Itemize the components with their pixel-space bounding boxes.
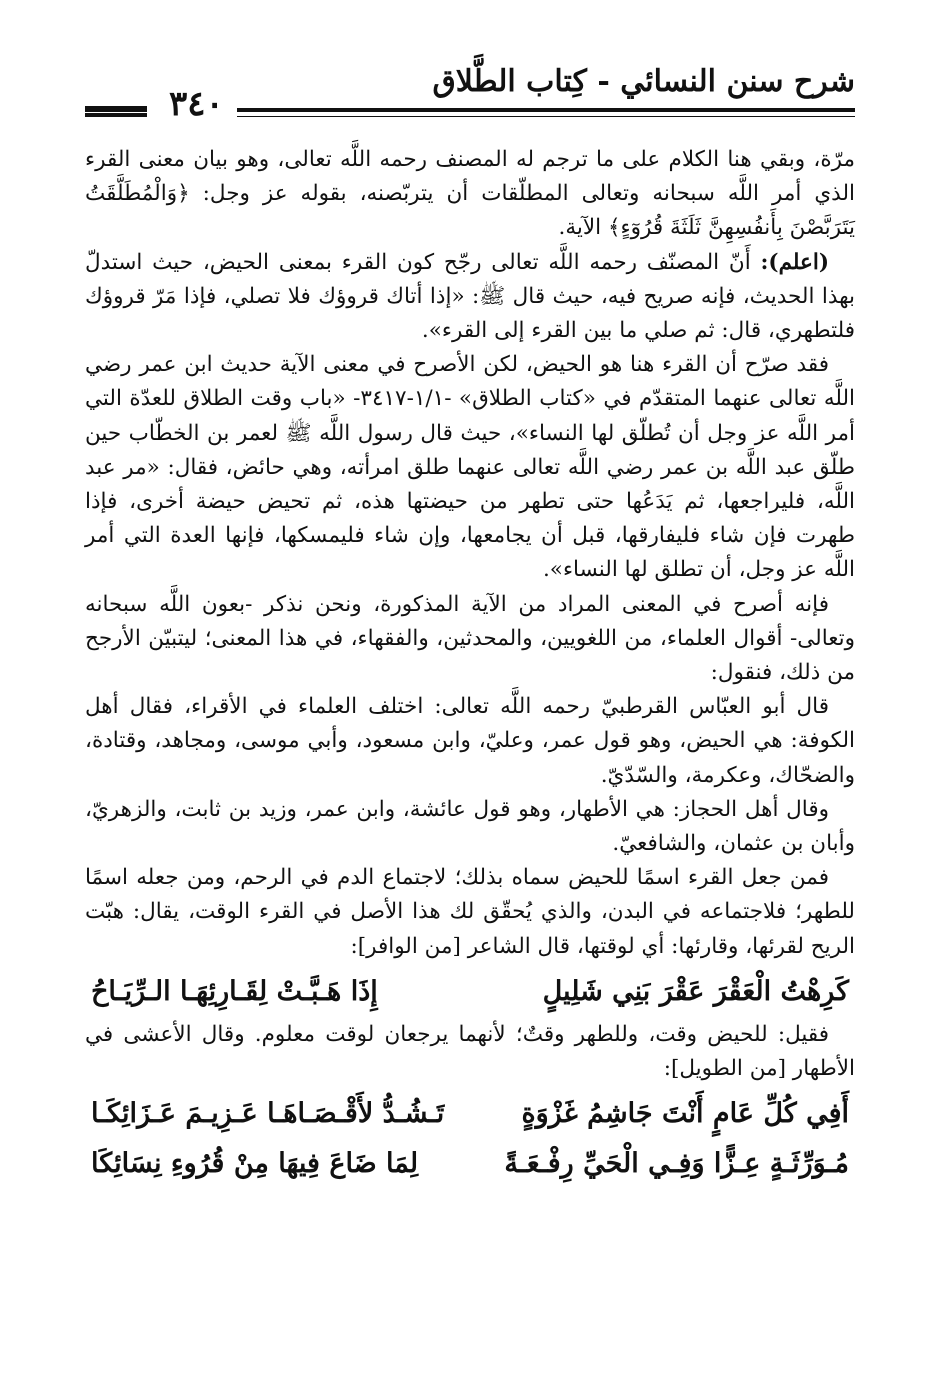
paragraph-7: فمن جعل القرء اسمًا للحيض سماه بذلك؛ لاجتماع الدم في الرحم، ومن جعله اسمًا للطهر؛ فلاجتماعه في البدن، والذي يُحقّق لك هذا الأصل في القرء الوقت، يقال: هبّت الريح لقرئها، وقارئها: أي لوقتها، قال الشاعر [من الوافر]: [85,865,855,959]
verse-1 [85,970,855,1014]
page-header [85,62,855,122]
paragraph-4: فإنه أصرح في المعنى المراد من الآية المذكورة، ونحن نذكر -بعون اللَّه سبحانه وتعالى- أقوال العلماء، من اللغويين، والمحدثين، والفقهاء، في هذا المعنى؛ ليتبيّن الأرجح من ذلك، فنقول: [85,591,855,686]
verse-3-first-hemistich: مُـوَرِّثَـةٍ عِـزًّا وَفِـي الْحَيِّ رِفْـعَـةً [504,1148,849,1180]
paragraph-2-lead: (اعلم): [760,249,829,275]
running-title: شرح سنن النسائي - كِتاب الطَّلاق [432,64,855,99]
verse-3-second-hemistich: لِمَا ضَاعَ فِيهَا مِنْ قُرُوءِ نِسَائِكَا [91,1148,419,1180]
paragraph-6: وقال أهل الحجاز: هي الأطهار، وهو قول عائشة، وابن عمر، وزيد بن ثابت، والزهريّ، وأبان بن عثمان، والشافعيّ. [85,796,855,857]
paragraph-3: فقد صرّح أن القرء هنا هو الحيض، لكن الأصرح في معنى الآية حديث ابن عمر رضي اللَّه تعالى عنهما المتقدّم في «كتاب الطلاق» -١/١-٣٤١٧- «باب وقت الطلاق للعدّة التي أمر اللَّه عز وجل أن تُطلّق لها النساء»، حيث قال رسول اللَّه ﷺ لعمر بن الخطّاب حين طلّق عبد اللَّه بن عمر رضي اللَّه تعالى عنهما طلق امرأته، وهي حائض، فقال: «مر عبد اللَّه، فليراجعها، ثم يَدَعُها حتى تطهر من حيضتها هذه، ثم تحيض حيضة أخرى، فإذا طهرت فإن شاء فليفارقها، قبل أن يجامعها، وإن شاء فليمسكها، فإنها العدة التي أمر اللَّه عز وجل، أن تطلق لها النساء». [85,352,855,583]
verse-2 [85,1092,855,1136]
paragraph-1: مرّة، وبقي هنا الكلام على ما ترجم له المصنف رحمه اللَّه تعالى، وهو بيان معنى القرء الذي أمر اللَّه سبحانه وتعالى المطلّقات أن يتربّصنه، بقوله عز وجل: ﴿وَالْمُطَلَّقَتُ يَتَرَبَّصْنَ بِأَنفُسِهِنَّ ثَلَثَةَ قُرُوٓءٍ﴾ الآية. [85,147,855,241]
verse-2-second-hemistich: تَـشُـدُّ لأَقْـصَـاهَـا عَـزِيـمَ عَـزَائِكَـا [91,1098,445,1130]
verse-3 [85,1142,855,1186]
verse-1-first-hemistich: كَرِهْتُ الْعَقْرَ عَقْرَ بَنِي شَلِيلٍ [542,975,849,1007]
verse-1-second-hemistich: إِذَا هَـبَّـتْ لِقَـارِئِهَـا الـرِّيَـاحُ [91,975,378,1007]
paragraph-2-text: أَنّ المصنّف رحمه اللَّه تعالى رجّح كون القرء بمعنى الحيض، حيث استدلّ بهذا الحديث، فإنه صريح فيه، حيث قال ﷺ: «إذا أتاك قروؤك فلا تصلي، فإذا مَرّ قروؤك فلتطهري، قال: ثم صلي ما بين القرء إلى القرء». [85,249,855,344]
verse-2-first-hemistich: أَفِي كُلِّ عَامٍ أَنْتَ جَاشِمُ غَزْوَةٍ [521,1098,849,1130]
paragraph-8: فقيل: للحيض وقت، وللطهر وقتٌ؛ لأنهما يرجعان لوقت معلوم. وقال الأعشى في الأطهار [من الطويل]: [85,1021,855,1082]
page-number: ٣٤٠ [169,84,224,124]
page-body [85,143,855,1190]
header-double-dash [85,106,147,120]
paragraph-2 [85,246,855,349]
paragraph-5: قال أبو العبّاس القرطبيّ رحمه اللَّه تعالى: اختلف العلماء في الأقراء، فقال أهل الكوفة: هي الحيض، وهو قول عمر، وعليّ، وابن مسعود، وأبي موسى، ومجاهد، وقتادة، والضحّاك، وعكرمة، والسّدّيّ. [85,694,855,788]
